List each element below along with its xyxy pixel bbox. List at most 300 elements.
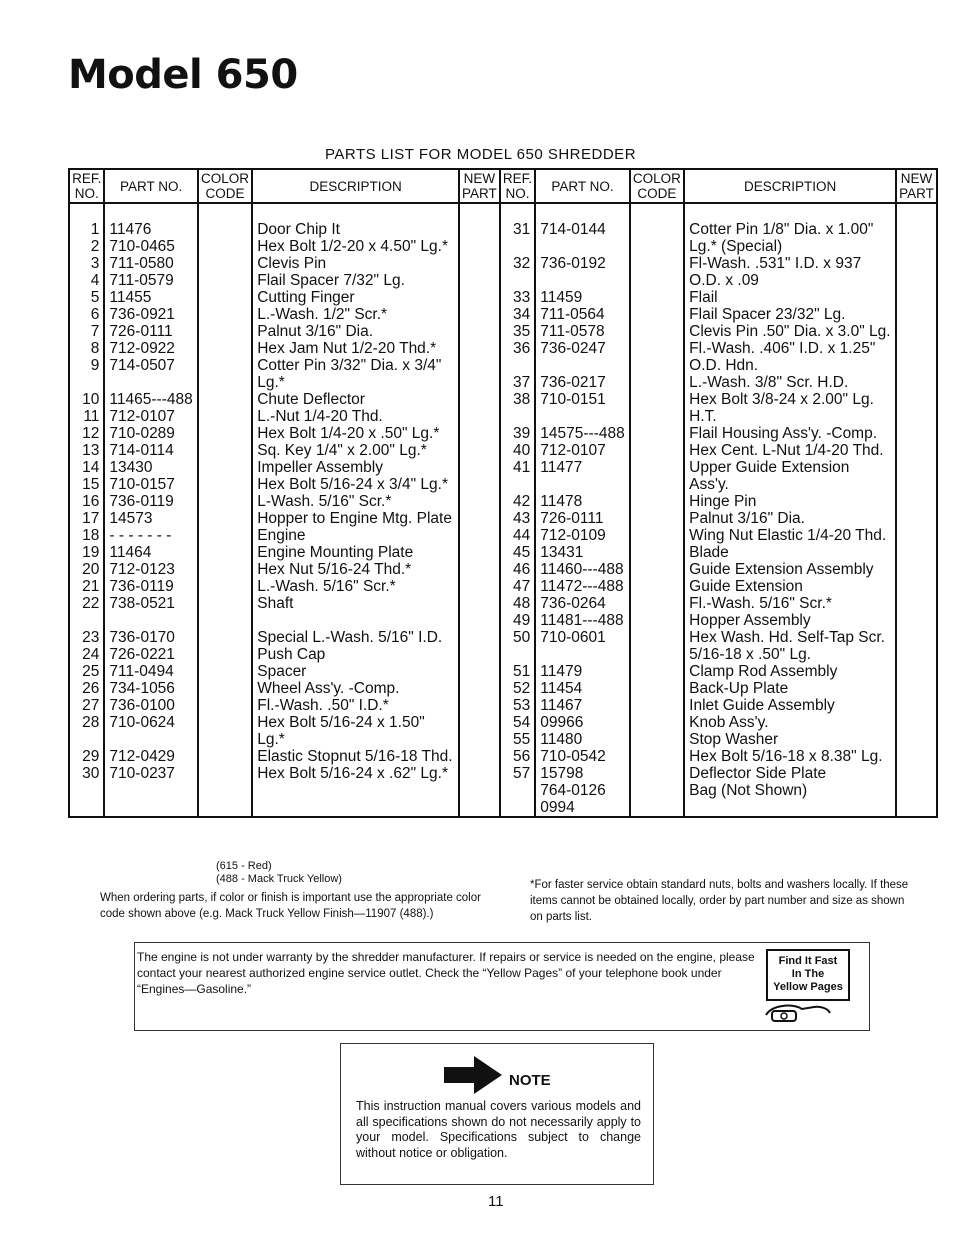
new-part-cell xyxy=(459,629,500,646)
color-code-cell xyxy=(630,306,684,323)
ref-no-cell xyxy=(69,612,104,629)
new-part-cell xyxy=(459,442,500,459)
part-no-cell: 712-0922 xyxy=(104,340,197,357)
ref-no-cell: 14 xyxy=(69,459,104,476)
new-part-cell xyxy=(896,561,937,578)
color-code-cell xyxy=(630,595,684,612)
description-cell: Hex Bolt 5/16-18 x 8.38" Lg. xyxy=(684,748,896,765)
part-no-cell: 711-0579 xyxy=(104,272,197,289)
color-code-cell xyxy=(630,629,684,646)
color-code-cell xyxy=(198,578,253,595)
description-cell: Back-Up Plate xyxy=(684,680,896,697)
new-part-cell xyxy=(459,255,500,272)
header-ref-no: REF. NO. xyxy=(69,169,104,203)
color-code-cell xyxy=(630,731,684,748)
new-part-cell xyxy=(459,680,500,697)
part-no-cell: 714-0114 xyxy=(104,442,197,459)
description-cell: Engine Mounting Plate xyxy=(252,544,459,561)
part-no-cell: 711-0580 xyxy=(104,255,197,272)
color-code-cell xyxy=(198,714,253,731)
table-row xyxy=(69,561,937,578)
color-code-cell xyxy=(198,221,253,238)
color-code-cell xyxy=(198,323,253,340)
ref-no-cell: 39 xyxy=(500,425,535,442)
ref-no-cell xyxy=(69,731,104,748)
ref-no-cell: 27 xyxy=(69,697,104,714)
description-cell: Hex Nut 5/16-24 Thd.* xyxy=(252,561,459,578)
description-cell xyxy=(684,799,896,817)
description-cell: Spacer xyxy=(252,663,459,680)
color-code-cell xyxy=(198,680,253,697)
color-code-cell xyxy=(630,527,684,544)
color-code-cell xyxy=(198,646,253,663)
table-row xyxy=(69,425,937,442)
table-row xyxy=(69,595,937,612)
new-part-cell xyxy=(896,238,937,255)
color-code-yellow: (488 - Mack Truck Yellow) xyxy=(216,873,342,885)
description-cell: Elastic Stopnut 5/16-18 Thd. xyxy=(252,748,459,765)
color-code-cell xyxy=(198,238,253,255)
header-part-no: PART NO. xyxy=(104,169,197,203)
part-no-cell: 736-0247 xyxy=(535,340,629,357)
table-row xyxy=(69,306,937,323)
table-row xyxy=(69,544,937,561)
new-part-cell xyxy=(459,544,500,561)
description-cell: L-Wash. 5/16" Scr.* xyxy=(252,493,459,510)
description-cell: Hinge Pin xyxy=(684,493,896,510)
color-code-cell xyxy=(630,765,684,782)
description-cell: Hopper to Engine Mtg. Plate xyxy=(252,510,459,527)
description-cell: Wing Nut Elastic 1/4-20 Thd. xyxy=(684,527,896,544)
description-cell: Cotter Pin 3/32" Dia. x 3/4" xyxy=(252,357,459,374)
part-no-cell: 711-0564 xyxy=(535,306,629,323)
ref-no-cell: 33 xyxy=(500,289,535,306)
ref-no-cell xyxy=(500,799,535,817)
new-part-cell xyxy=(896,765,937,782)
ref-no-cell: 7 xyxy=(69,323,104,340)
description-cell: Bag (Not Shown) xyxy=(684,782,896,799)
table-row xyxy=(69,527,937,544)
new-part-cell xyxy=(459,782,500,799)
part-no-cell: 712-0109 xyxy=(535,527,629,544)
table-row xyxy=(69,340,937,357)
service-note: *For faster service obtain standard nuts, bolts and washers locally. If these items cannot be obtained locally, order by part number and size as shown on parts list. xyxy=(530,879,909,923)
description-cell: Hex Wash. Hd. Self-Tap Scr. xyxy=(684,629,896,646)
new-part-cell xyxy=(459,595,500,612)
color-code-cell xyxy=(198,731,253,748)
new-part-cell xyxy=(896,663,937,680)
color-code-cell xyxy=(630,578,684,595)
part-no-cell: 14573 xyxy=(104,510,197,527)
color-code-cell xyxy=(198,799,253,817)
color-code-cell xyxy=(630,408,684,425)
ref-no-cell: 6 xyxy=(69,306,104,323)
new-part-cell xyxy=(896,595,937,612)
description-cell: Hex Bolt 5/16-24 x 1.50" xyxy=(252,714,459,731)
ref-no-cell: 37 xyxy=(500,374,535,391)
new-part-cell xyxy=(896,493,937,510)
ref-no-cell: 41 xyxy=(500,459,535,476)
note-text: This instruction manual covers various models and all specifications shown do not necessarily apply to your model. Specifications subject to change without notice or obligation. xyxy=(356,1099,641,1160)
color-code-cell xyxy=(198,459,253,476)
new-part-cell xyxy=(896,374,937,391)
description-cell: O.D. Hdn. xyxy=(684,357,896,374)
part-no-cell xyxy=(104,782,197,799)
color-code-cell xyxy=(198,493,253,510)
part-no-cell: 710-0542 xyxy=(535,748,629,765)
description-cell xyxy=(252,799,459,817)
description-cell: Flail Spacer 23/32" Lg. xyxy=(684,306,896,323)
ref-no-cell: 12 xyxy=(69,425,104,442)
part-no-cell: 11464 xyxy=(104,544,197,561)
ref-no-cell: 23 xyxy=(69,629,104,646)
description-cell: Shaft xyxy=(252,595,459,612)
color-code-cell xyxy=(198,782,253,799)
table-header-row xyxy=(69,169,937,203)
description-cell: Clevis Pin .50" Dia. x 3.0" Lg. xyxy=(684,323,896,340)
part-no-cell xyxy=(535,646,629,663)
new-part-cell xyxy=(459,238,500,255)
description-cell: L.-Nut 1/4-20 Thd. xyxy=(252,408,459,425)
color-code-cell xyxy=(630,493,684,510)
part-no-cell: 734-1056 xyxy=(104,680,197,697)
ref-no-cell: 46 xyxy=(500,561,535,578)
table-row xyxy=(69,799,937,817)
description-cell: Knob Ass'y. xyxy=(684,714,896,731)
table-row xyxy=(69,391,937,408)
ref-no-cell: 57 xyxy=(500,765,535,782)
description-cell: H.T. xyxy=(684,408,896,425)
ref-no-cell: 35 xyxy=(500,323,535,340)
ref-no-cell: 53 xyxy=(500,697,535,714)
part-no-cell: 710-0289 xyxy=(104,425,197,442)
ref-no-cell: 50 xyxy=(500,629,535,646)
new-part-cell xyxy=(459,578,500,595)
table-row xyxy=(69,459,937,476)
description-cell: Lg.* (Special) xyxy=(684,238,896,255)
part-no-cell: 710-0601 xyxy=(535,629,629,646)
part-no-cell: 736-0921 xyxy=(104,306,197,323)
part-no-cell: 736-0264 xyxy=(535,595,629,612)
new-part-cell xyxy=(459,714,500,731)
part-no-cell: 710-0157 xyxy=(104,476,197,493)
description-cell: Impeller Assembly xyxy=(252,459,459,476)
new-part-cell xyxy=(896,578,937,595)
color-code-cell xyxy=(198,391,253,408)
color-code-cell xyxy=(198,476,253,493)
table-row xyxy=(69,697,937,714)
part-no-cell: 726-0221 xyxy=(104,646,197,663)
description-cell: Hex Cent. L-Nut 1/4-20 Thd. xyxy=(684,442,896,459)
part-no-cell: 726-0111 xyxy=(104,323,197,340)
color-code-cell xyxy=(630,238,684,255)
table-row xyxy=(69,663,937,680)
part-no-cell: 710-0624 xyxy=(104,714,197,731)
new-part-cell xyxy=(896,544,937,561)
new-part-cell xyxy=(896,527,937,544)
new-part-cell xyxy=(896,306,937,323)
new-part-cell xyxy=(896,221,937,238)
color-code-cell xyxy=(198,510,253,527)
description-cell: Blade xyxy=(684,544,896,561)
description-cell: Cotter Pin 1/8" Dia. x 1.00" xyxy=(684,221,896,238)
description-cell: Guide Extension Assembly xyxy=(684,561,896,578)
header-description: DESCRIPTION xyxy=(684,169,896,203)
description-cell: Hex Bolt 5/16-24 x 3/4" Lg.* xyxy=(252,476,459,493)
ref-no-cell xyxy=(500,357,535,374)
engine-notice-text: The engine is not under warranty by the shredder manufacturer. If repairs or service is needed on the engine, please contact your nearest authorized engine service outlet. Check the “Yellow Pages” of your telephone book under “Engines—Gasoline.” xyxy=(137,950,755,996)
ref-no-cell: 11 xyxy=(69,408,104,425)
parts-table xyxy=(68,168,938,818)
description-cell: Lg.* xyxy=(252,374,459,391)
description-cell: Hex Bolt 1/4-20 x .50" Lg.* xyxy=(252,425,459,442)
color-code-cell xyxy=(198,425,253,442)
new-part-cell xyxy=(459,272,500,289)
ref-no-cell: 24 xyxy=(69,646,104,663)
table-row xyxy=(69,289,937,306)
description-cell: Fl.-Wash. .406" I.D. x 1.25" xyxy=(684,340,896,357)
description-cell: Flail Spacer 7/32" Lg. xyxy=(252,272,459,289)
ref-no-cell: 16 xyxy=(69,493,104,510)
part-no-cell xyxy=(535,476,629,493)
part-no-cell xyxy=(535,238,629,255)
table-row xyxy=(69,323,937,340)
ref-no-cell: 25 xyxy=(69,663,104,680)
part-no-cell xyxy=(535,408,629,425)
description-cell: Push Cap xyxy=(252,646,459,663)
color-code-cell xyxy=(630,476,684,493)
parts-list-heading: PARTS LIST FOR MODEL 650 SHREDDER xyxy=(325,146,637,163)
ref-no-cell: 1 xyxy=(69,221,104,238)
new-part-cell xyxy=(896,340,937,357)
part-no-cell: 712-0123 xyxy=(104,561,197,578)
color-code-cell xyxy=(630,663,684,680)
ref-no-cell: 32 xyxy=(500,255,535,272)
ref-no-cell xyxy=(500,782,535,799)
new-part-cell xyxy=(896,680,937,697)
part-no-cell: 738-0521 xyxy=(104,595,197,612)
description-cell: L.-Wash. 1/2" Scr.* xyxy=(252,306,459,323)
part-no-cell: 736-0192 xyxy=(535,255,629,272)
description-cell: Upper Guide Extension xyxy=(684,459,896,476)
color-code-cell xyxy=(198,612,253,629)
new-part-cell xyxy=(459,221,500,238)
new-part-cell xyxy=(896,799,937,817)
yellow-pages-badge xyxy=(762,945,852,1023)
ref-no-cell: 5 xyxy=(69,289,104,306)
table-row xyxy=(69,731,937,748)
color-code-cell xyxy=(630,748,684,765)
color-code-cell xyxy=(198,629,253,646)
table-row xyxy=(69,238,937,255)
part-no-cell: 710-0151 xyxy=(535,391,629,408)
color-code-cell xyxy=(198,748,253,765)
color-code-cell xyxy=(198,255,253,272)
color-code-cell xyxy=(198,306,253,323)
ref-no-cell: 26 xyxy=(69,680,104,697)
ref-no-cell: 8 xyxy=(69,340,104,357)
part-no-cell: 13430 xyxy=(104,459,197,476)
new-part-cell xyxy=(896,442,937,459)
part-no-cell: - - - - - - - xyxy=(104,527,197,544)
color-code-cell xyxy=(630,425,684,442)
new-part-cell xyxy=(459,374,500,391)
table-row xyxy=(69,680,937,697)
description-cell xyxy=(252,782,459,799)
new-part-cell xyxy=(459,357,500,374)
new-part-cell xyxy=(896,272,937,289)
color-code-cell xyxy=(198,663,253,680)
ref-no-cell: 34 xyxy=(500,306,535,323)
color-code-cell xyxy=(630,340,684,357)
ref-no-cell: 43 xyxy=(500,510,535,527)
description-cell: Chute Deflector xyxy=(252,391,459,408)
ref-no-cell: 17 xyxy=(69,510,104,527)
color-code-cell xyxy=(630,374,684,391)
color-code-cell xyxy=(630,442,684,459)
part-no-cell: 712-0107 xyxy=(535,442,629,459)
engine-notice-box xyxy=(134,942,870,1031)
part-no-cell xyxy=(104,799,197,817)
table-row xyxy=(69,255,937,272)
ref-no-cell: 45 xyxy=(500,544,535,561)
ref-no-cell xyxy=(69,374,104,391)
arrow-icon xyxy=(444,1056,502,1094)
new-part-cell xyxy=(896,629,937,646)
description-cell: L.-Wash. 3/8" Scr. H.D. xyxy=(684,374,896,391)
part-no-cell xyxy=(535,272,629,289)
description-cell: Clevis Pin xyxy=(252,255,459,272)
new-part-cell xyxy=(896,289,937,306)
part-no-cell: 11460---488 xyxy=(535,561,629,578)
part-no-cell: 710-0237 xyxy=(104,765,197,782)
table-row xyxy=(69,476,937,493)
header-ref-no: REF. NO. xyxy=(500,169,535,203)
color-code-cell xyxy=(630,782,684,799)
color-code-cell xyxy=(630,459,684,476)
new-part-cell xyxy=(896,476,937,493)
ref-no-cell xyxy=(500,272,535,289)
ref-no-cell: 28 xyxy=(69,714,104,731)
description-cell xyxy=(252,612,459,629)
part-no-cell: 11476 xyxy=(104,221,197,238)
new-part-cell xyxy=(459,323,500,340)
color-code-cell xyxy=(198,561,253,578)
part-no-cell xyxy=(104,731,197,748)
table-row xyxy=(69,646,937,663)
ref-no-cell: 13 xyxy=(69,442,104,459)
new-part-cell xyxy=(459,527,500,544)
part-no-cell: 11478 xyxy=(535,493,629,510)
note-box xyxy=(340,1043,654,1185)
part-no-cell: 11467 xyxy=(535,697,629,714)
description-cell: O.D. x .09 xyxy=(684,272,896,289)
color-code-cell xyxy=(198,544,253,561)
new-part-cell xyxy=(459,459,500,476)
part-no-cell: 13431 xyxy=(535,544,629,561)
description-cell: Lg.* xyxy=(252,731,459,748)
ref-no-cell: 15 xyxy=(69,476,104,493)
table-row xyxy=(69,272,937,289)
part-no-cell: 11472---488 xyxy=(535,578,629,595)
color-code-cell xyxy=(198,357,253,374)
color-code-cell xyxy=(630,799,684,817)
new-part-cell xyxy=(459,493,500,510)
description-cell: Fl-Wash. .531" I.D. x 937 xyxy=(684,255,896,272)
color-code-cell xyxy=(198,272,253,289)
part-no-cell: 11481---488 xyxy=(535,612,629,629)
color-code-cell xyxy=(198,289,253,306)
header-color-code: COLOR CODE xyxy=(198,169,253,203)
description-cell: Sq. Key 1/4" x 2.00" Lg.* xyxy=(252,442,459,459)
new-part-cell xyxy=(896,255,937,272)
ordering-note: When ordering parts, if color or finish is important use the appropriate color code shown above (e.g. Mack Truck Yellow Finish—11907 (488).) xyxy=(100,892,481,920)
ref-no-cell: 40 xyxy=(500,442,535,459)
ref-no-cell xyxy=(500,646,535,663)
ref-no-cell: 29 xyxy=(69,748,104,765)
note-label: NOTE xyxy=(509,1072,551,1089)
part-no-cell: 711-0578 xyxy=(535,323,629,340)
part-no-cell: 736-0217 xyxy=(535,374,629,391)
part-no-cell: 11479 xyxy=(535,663,629,680)
header-color-code: COLOR CODE xyxy=(630,169,684,203)
ref-no-cell: 10 xyxy=(69,391,104,408)
description-cell: 5/16-18 x .50" Lg. xyxy=(684,646,896,663)
ref-no-cell: 22 xyxy=(69,595,104,612)
table-row xyxy=(69,408,937,425)
new-part-cell xyxy=(459,663,500,680)
ref-no-cell xyxy=(69,799,104,817)
description-cell: Engine xyxy=(252,527,459,544)
table-row xyxy=(69,510,937,527)
color-code-cell xyxy=(198,527,253,544)
new-part-cell xyxy=(896,782,937,799)
table-row xyxy=(69,629,937,646)
new-part-cell xyxy=(459,340,500,357)
table-row xyxy=(69,714,937,731)
part-no-cell: 711-0494 xyxy=(104,663,197,680)
part-no-cell: 736-0100 xyxy=(104,697,197,714)
new-part-cell xyxy=(896,459,937,476)
color-code-cell xyxy=(630,289,684,306)
color-code-cell xyxy=(198,340,253,357)
new-part-cell xyxy=(896,646,937,663)
new-part-cell xyxy=(459,612,500,629)
part-no-cell: 09966 xyxy=(535,714,629,731)
table-row xyxy=(69,493,937,510)
description-cell: L.-Wash. 5/16" Scr.* xyxy=(252,578,459,595)
telephone-icon xyxy=(762,997,832,1023)
part-no-cell: 11455 xyxy=(104,289,197,306)
new-part-cell xyxy=(896,323,937,340)
ref-no-cell xyxy=(500,476,535,493)
new-part-cell xyxy=(459,425,500,442)
description-cell: Clamp Rod Assembly xyxy=(684,663,896,680)
new-part-cell xyxy=(459,799,500,817)
color-code-cell xyxy=(630,612,684,629)
new-part-cell xyxy=(896,408,937,425)
part-no-cell xyxy=(535,357,629,374)
ref-no-cell xyxy=(500,238,535,255)
new-part-cell xyxy=(459,748,500,765)
table-row xyxy=(69,374,937,391)
part-no-cell: 764-0126 xyxy=(535,782,629,799)
table-row xyxy=(69,612,937,629)
header-description: DESCRIPTION xyxy=(252,169,459,203)
ref-no-cell: 55 xyxy=(500,731,535,748)
table-row xyxy=(69,357,937,374)
table-row xyxy=(69,782,937,799)
